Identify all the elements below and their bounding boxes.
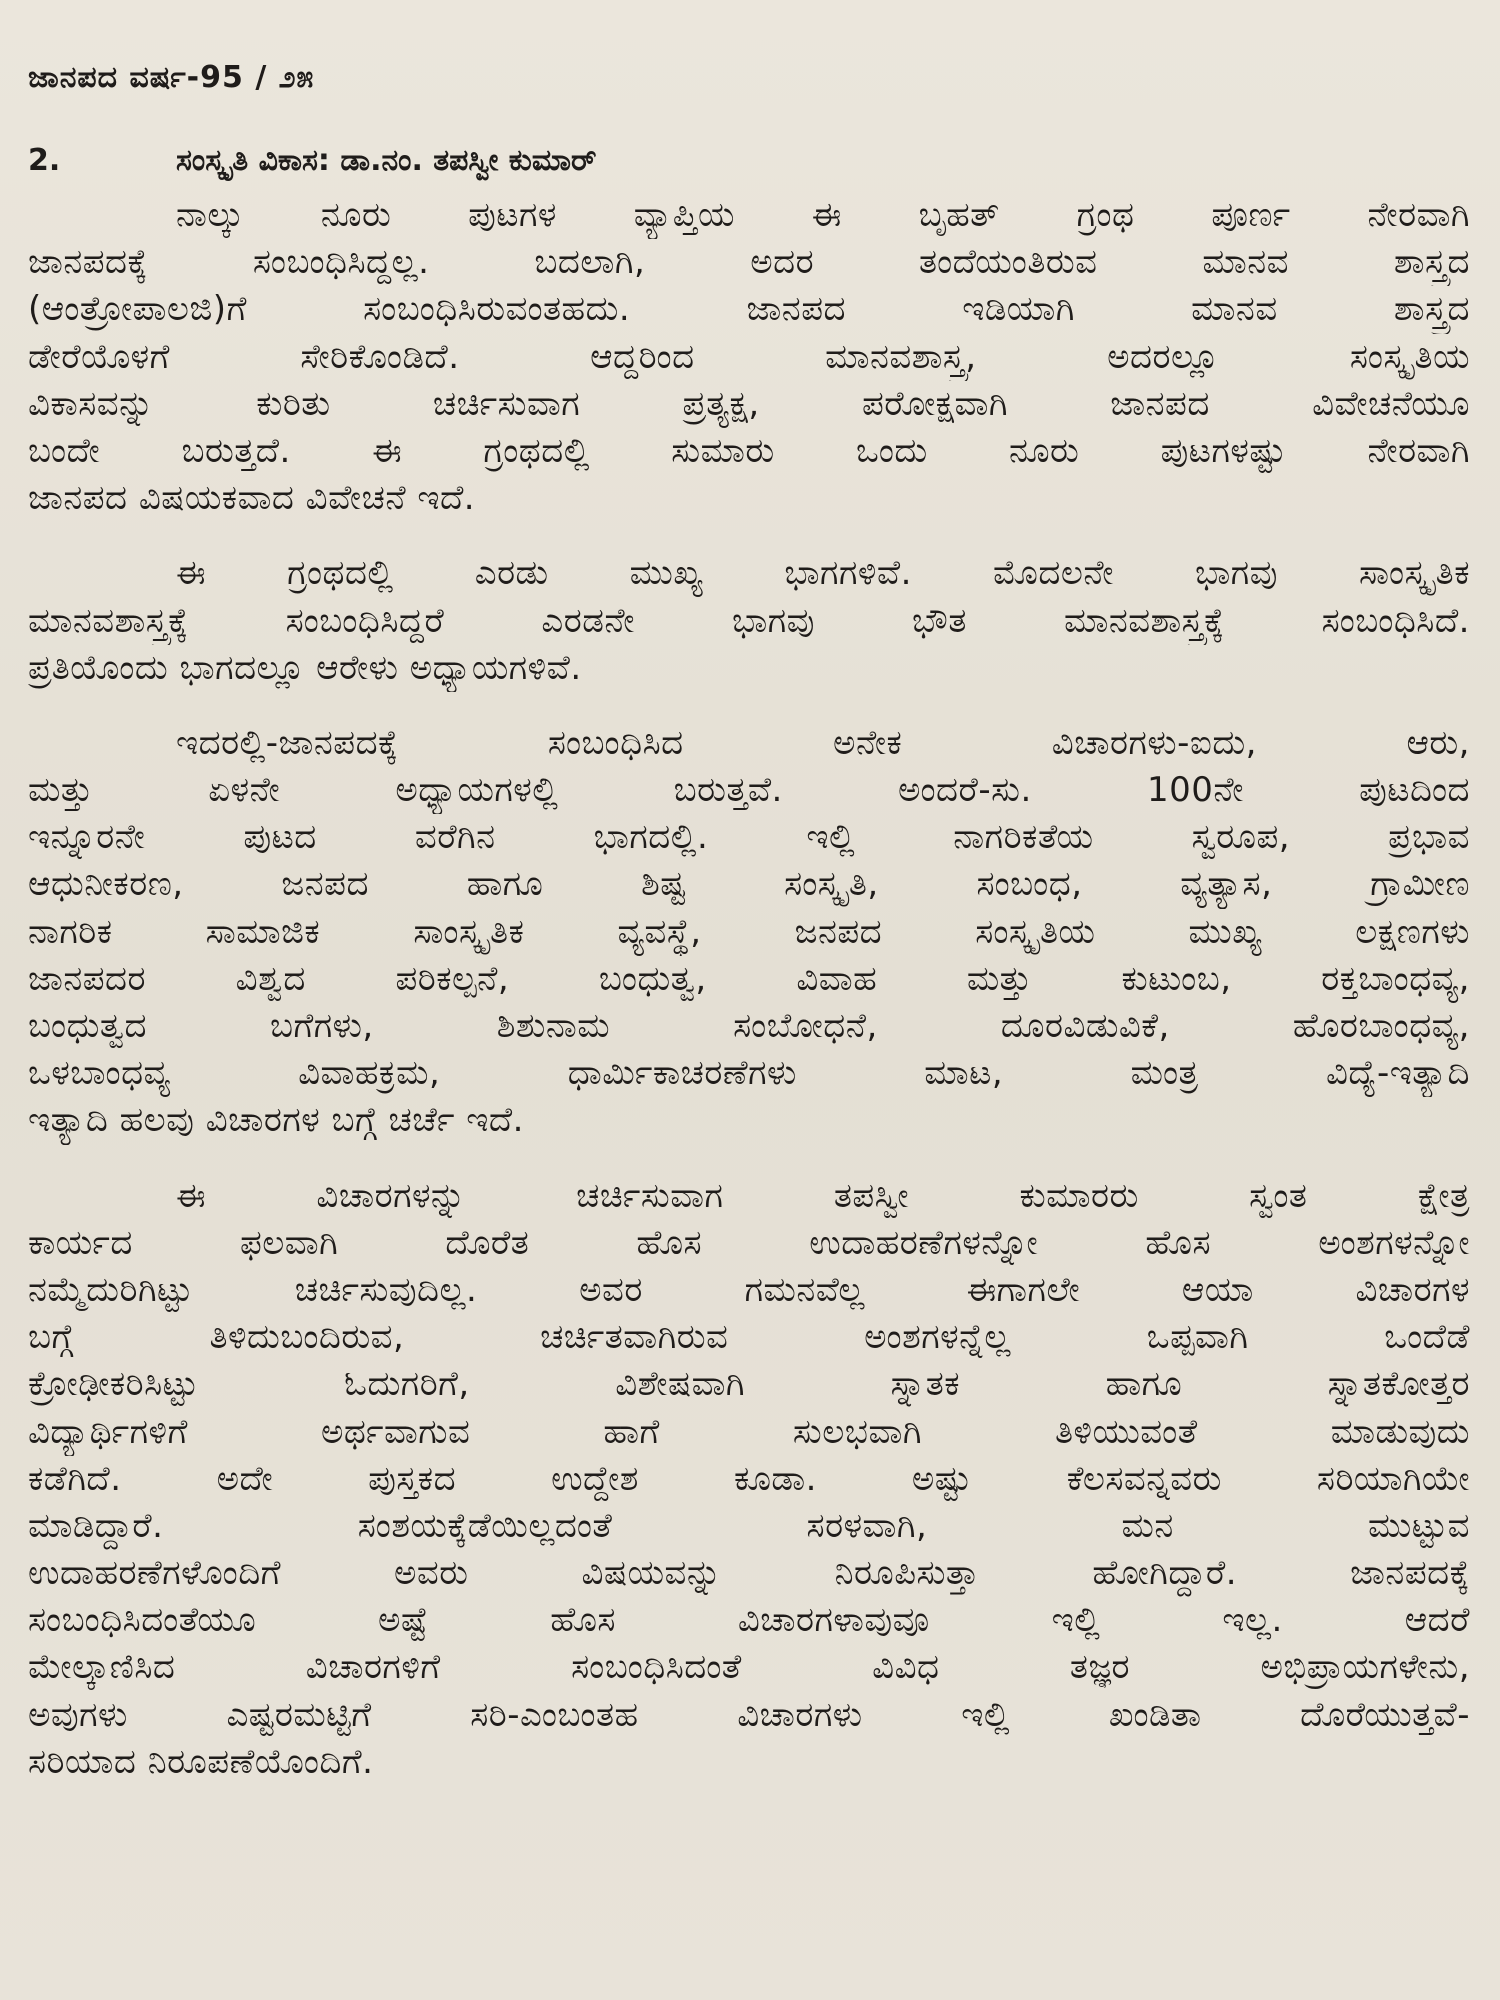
text-line: ಸಂಬಂಧಿಸಿದಂತೆಯೂ ಅಷ್ಟೆ ಹೊಸ ವಿಚಾರಗಳಾವುವೂ ಇಲ್ಲಿ ಇಲ್ಲ. ಆದರೆ (28, 1600, 1470, 1641)
paragraph (28, 720, 1470, 1145)
text-line: ಮೇಲ್ಕಾಣಿಸಿದ ವಿಚಾರಗಳಿಗೆ ಸಂಬಂಧಿಸಿದಂತೆ ವಿವಿಧ ತಜ್ಞರ ಅಭಿಪ್ರಾಯಗಳೇನು, (28, 1647, 1470, 1688)
text-line: ಕ್ರೋಢೀಕರಿಸಿಟ್ಟು ಓದುಗರಿಗೆ, ವಿಶೇಷವಾಗಿ ಸ್ನಾತಕ ಹಾಗೂ ಸ್ನಾತಕೋತ್ತರ (28, 1364, 1470, 1405)
text-line: ಜಾನಪದ ವಿಷಯಕವಾದ ವಿವೇಚನೆ ಇದೆ. (28, 478, 476, 519)
text-line: ಒಳಬಾಂಧವ್ಯ ವಿವಾಹಕ್ರಮ, ಧಾರ್ಮಿಕಾಚರಣೆಗಳು ಮಾಟ, ಮಂತ್ರ ವಿದ್ಯೆ-ಇತ್ಯಾದಿ (28, 1053, 1470, 1094)
text-line: ಕಡೆಗಿದೆ. ಅದೇ ಪುಸ್ತಕದ ಉದ್ದೇಶ ಕೂಡಾ. ಅಷ್ಟು ಕೆಲಸವನ್ನವರು ಸರಿಯಾಗಿಯೇ (28, 1458, 1470, 1499)
text-line: ವಿಕಾಸವನ್ನು ಕುರಿತು ಚರ್ಚಿಸುವಾಗ ಪ್ರತ್ಯಕ್ಷ, ಪರೋಕ್ಷವಾಗಿ ಜಾನಪದ ವಿವೇಚನೆಯೂ (28, 383, 1470, 424)
text-line: ಮಾನವಶಾಸ್ತ್ರಕ್ಕೆ ಸಂಬಂಧಿಸಿದ್ದರೆ ಎರಡನೇ ಭಾಗವು ಭೌತ ಮಾನವಶಾಸ್ತ್ರಕ್ಕೆ ಸಂಬಂಧಿಸಿದೆ. (28, 600, 1470, 641)
text-line: ಅವುಗಳು ಎಷ್ಟರಮಟ್ಟಿಗೆ ಸರಿ-ಎಂಬಂತಹ ವಿಚಾರಗಳು ಇಲ್ಲಿ ಖಂಡಿತಾ ದೊರೆಯುತ್ತವೆ- (28, 1694, 1470, 1735)
text-line: ಡೇರೆಯೊಳಗೆ ಸೇರಿಕೊಂಡಿದೆ. ಆದ್ದರಿಂದ ಮಾನವಶಾಸ್ತ್ರ, ಅದರಲ್ಲೂ ಸಂಸ್ಕೃತಿಯ (28, 336, 1470, 377)
paragraph (28, 192, 1470, 522)
paragraph (28, 1173, 1470, 1786)
text-line: ಪ್ರತಿಯೊಂದು ಭಾಗದಲ್ಲೂ ಆರೇಳು ಅಧ್ಯಾಯಗಳಿವೆ. (28, 647, 582, 688)
section-heading (28, 143, 1470, 178)
text-line: ಬಂಧುತ್ವದ ಬಗೆಗಳು, ಶಿಶುನಾಮ ಸಂಬೋಧನೆ, ದೂರವಿಡುವಿಕೆ, ಹೊರಬಾಂಧವ್ಯ, (28, 1006, 1470, 1046)
section-title: ಸಂಸ್ಕೃತಿ ವಿಕಾಸ: ಡಾ.ನಂ. ತಪಸ್ವೀ ಕುಮಾರ್ (176, 143, 597, 178)
text-line: ಇದರಲ್ಲಿ-ಜಾನಪದಕ್ಕೆ ಸಂಬಂಧಿಸಿದ ಅನೇಕ ವಿಚಾರಗಳು-ಐದು, ಆರು, (176, 722, 1470, 763)
text-line: ನಾಗರಿಕ ಸಾಮಾಜಿಕ ಸಾಂಸ್ಕೃತಿಕ ವ್ಯವಸ್ಥೆ, ಜನಪದ ಸಂಸ್ಕೃತಿಯ ಮುಖ್ಯ ಲಕ್ಷಣಗಳು (28, 911, 1470, 952)
text-line: ವಿದ್ಯಾರ್ಥಿಗಳಿಗೆ ಅರ್ಥವಾಗುವ ಹಾಗೆ ಸುಲಭವಾಗಿ ತಿಳಿಯುವಂತೆ ಮಾಡುವುದು (28, 1411, 1470, 1452)
text-line: ಕಾರ್ಯದ ಫಲವಾಗಿ ದೊರೆತ ಹೊಸ ಉದಾಹರಣೆಗಳನ್ನೋ ಹೊಸ ಅಂಶಗಳನ್ನೋ (28, 1222, 1470, 1263)
text-line: ಮತ್ತು ಏಳನೇ ಅಧ್ಯಾಯಗಳಲ್ಲಿ ಬರುತ್ತವೆ. ಅಂದರೆ-ಸು. 100ನೇ ಪುಟದಿಂದ (28, 770, 1470, 811)
text-line: ಉದಾಹರಣೆಗಳೊಂದಿಗೆ ಅವರು ವಿಷಯವನ್ನು ನಿರೂಪಿಸುತ್ತಾ ಹೋಗಿದ್ದಾರೆ. ಜಾನಪದಕ್ಕೆ (28, 1553, 1470, 1594)
running-head: ಜಾನಪದ ವರ್ಷ-95 / ೨೫ (28, 60, 315, 95)
text-line: ಆಧುನೀಕರಣ, ಜನಪದ ಹಾಗೂ ಶಿಷ್ಟ ಸಂಸ್ಕೃತಿ, ಸಂಬಂಧ, ವ್ಯತ್ಯಾಸ, ಗ್ರಾಮೀಣ (28, 864, 1470, 905)
text-line: ಈ ವಿಚಾರಗಳನ್ನು ಚರ್ಚಿಸುವಾಗ ತಪಸ್ವೀ ಕುಮಾರರು ಸ್ವಂತ ಕ್ಷೇತ್ರ (176, 1175, 1470, 1216)
body-text (28, 192, 1470, 1786)
text-line: ನಮ್ಮೆದುರಿಗಿಟ್ಟು ಚರ್ಚಿಸುವುದಿಲ್ಲ. ಅವರ ಗಮನವೆಲ್ಲ ಈಗಾಗಲೇ ಆಯಾ ವಿಚಾರಗಳ (28, 1269, 1470, 1310)
text-line: ಇನ್ನೂರನೇ ಪುಟದ ವರೆಗಿನ ಭಾಗದಲ್ಲಿ. ಇಲ್ಲಿ ನಾಗರಿಕತೆಯ ಸ್ವರೂಪ, ಪ್ರಭಾವ (28, 817, 1470, 858)
text-line: ಬಂದೇ ಬರುತ್ತದೆ. ಈ ಗ್ರಂಥದಲ್ಲಿ ಸುಮಾರು ಒಂದು ನೂರು ಪುಟಗಳಷ್ಟು ನೇರವಾಗಿ (28, 430, 1470, 471)
section-number: 2. (28, 143, 61, 178)
paragraph (28, 550, 1470, 692)
text-line: ಸರಿಯಾದ ನಿರೂಪಣೆಯೊಂದಿಗೆ. (28, 1741, 374, 1782)
text-line: (ಆಂತ್ರೋಪಾಲಜಿ)ಗೆ ಸಂಬಂಧಿಸಿರುವಂತಹದು. ಜಾನಪದ ಇಡಿಯಾಗಿ ಮಾನವ ಶಾಸ್ತ್ರದ (28, 289, 1470, 330)
text-line: ನಾಲ್ಕು ನೂರು ಪುಟಗಳ ವ್ಯಾಪ್ತಿಯ ಈ ಬೃಹತ್ ಗ್ರಂಥ ಪೂರ್ಣ ನೇರವಾಗಿ (176, 195, 1470, 235)
text-line: ಈ ಗ್ರಂಥದಲ್ಲಿ ಎರಡು ಮುಖ್ಯ ಭಾಗಗಳಿವೆ. ಮೊದಲನೇ ಭಾಗವು ಸಾಂಸ್ಕೃತಿಕ (176, 553, 1470, 594)
text-line: ಇತ್ಯಾದಿ ಹಲವು ವಿಚಾರಗಳ ಬಗ್ಗೆ ಚರ್ಚೆ ಇದೆ. (28, 1100, 524, 1141)
text-line: ಜಾನಪದಕ್ಕೆ ಸಂಬಂಧಿಸಿದ್ದಲ್ಲ. ಬದಲಾಗಿ, ಅದರ ತಂದೆಯಂತಿರುವ ಮಾನವ ಶಾಸ್ತ್ರದ (28, 242, 1470, 283)
text-line: ಬಗ್ಗೆ ತಿಳಿದುಬಂದಿರುವ, ಚರ್ಚಿತವಾಗಿರುವ ಅಂಶಗಳನ್ನೆಲ್ಲ ಒಪ್ಪವಾಗಿ ಒಂದೆಡೆ (28, 1317, 1470, 1358)
text-line: ಜಾನಪದರ ವಿಶ್ವದ ಪರಿಕಲ್ಪನೆ, ಬಂಧುತ್ವ, ವಿವಾಹ ಮತ್ತು ಕುಟುಂಬ, ರಕ್ತಬಾಂಧವ್ಯ, (28, 958, 1470, 999)
text-line: ಮಾಡಿದ್ದಾರೆ. ಸಂಶಯಕ್ಕೆಡೆಯಿಲ್ಲದಂತೆ ಸರಳವಾಗಿ, ಮನ ಮುಟ್ಟುವ (28, 1505, 1470, 1546)
